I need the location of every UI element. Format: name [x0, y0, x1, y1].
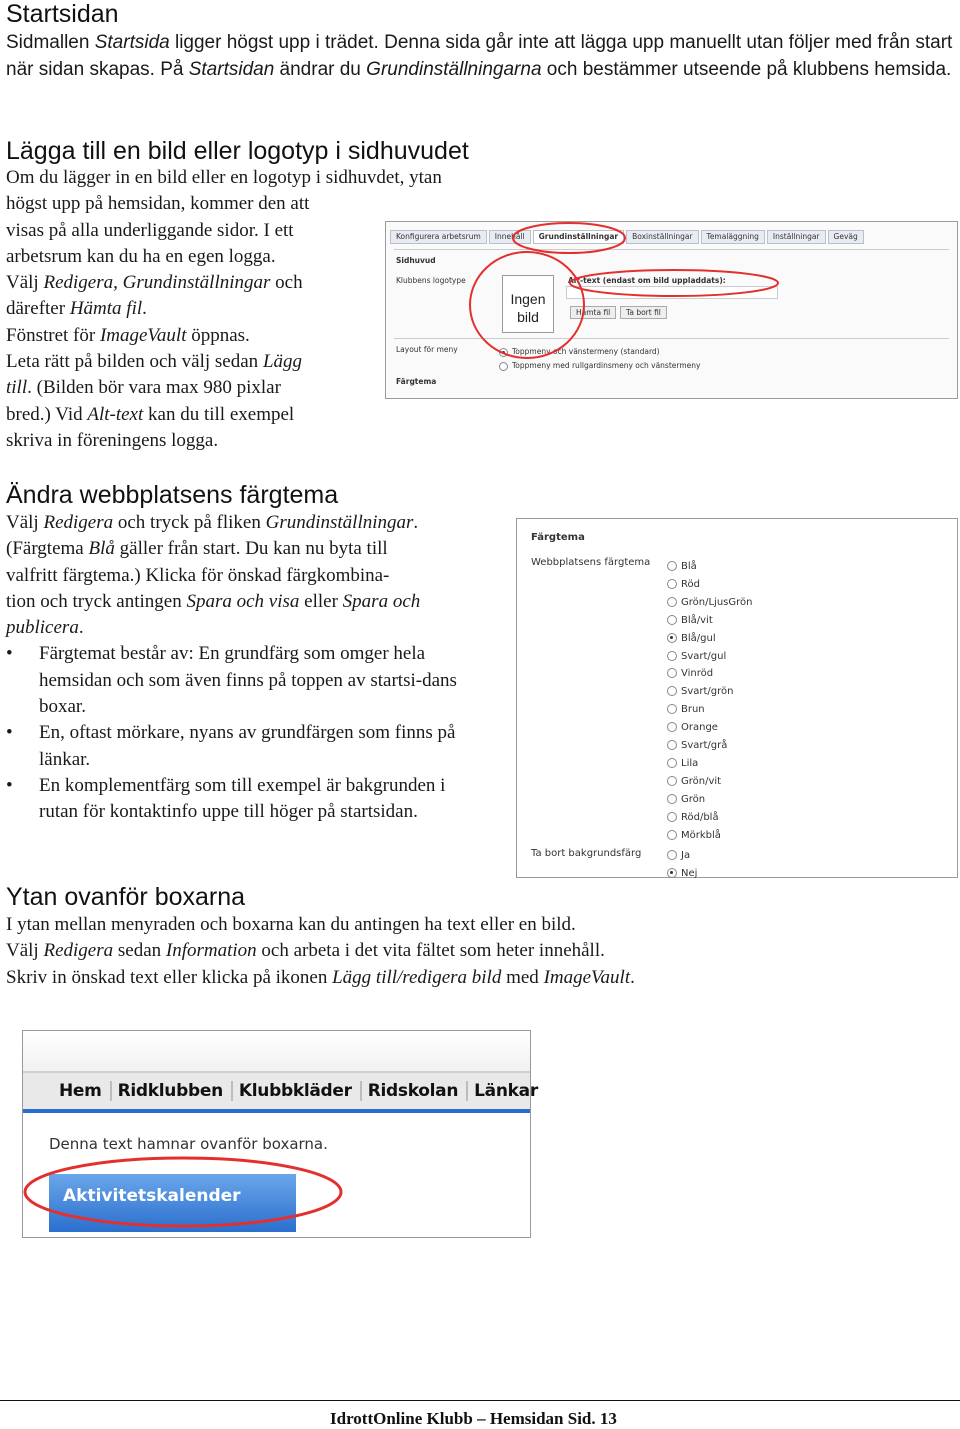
bullet-item: • En, oftast mörkare, nyans av grundfärgen som finns på länkar. [6, 720, 466, 773]
menu-option-dropdown[interactable]: Toppmeny med rullgardinsmeny och vänstermeny [499, 361, 700, 371]
radio-icon[interactable] [667, 740, 677, 750]
nav-item-hem[interactable]: Hem [59, 1081, 102, 1101]
radio-icon[interactable] [667, 579, 677, 589]
radio-icon[interactable] [667, 830, 677, 840]
above-boxes-text: Denna text hamnar ovanför boxarna. [49, 1135, 328, 1153]
nav-item-klubbklader[interactable]: Klubbkläder [231, 1081, 360, 1101]
page-footer: IdrottOnline Klubb – Hemsidan Sid. 13 [330, 1409, 617, 1428]
theme-option[interactable]: Svart/grå [667, 740, 727, 751]
radio-icon[interactable] [667, 722, 677, 732]
page-title: Startsidan [6, 0, 119, 28]
radio-icon[interactable] [667, 561, 677, 571]
remove-bg-label: Ta bort bakgrundsfärg [531, 848, 642, 859]
bullet-item: • En komplementfärg som till exempel är bakgrunden i rutan för kontaktinfo uppe till höger på startsidan. [6, 773, 466, 826]
theme-heading: Ändra webbplatsens färgtema [6, 481, 339, 509]
radio-icon[interactable] [667, 794, 677, 804]
radio-icon[interactable] [667, 686, 677, 696]
color-theme-label: Färgtema [396, 377, 437, 386]
radio-icon[interactable] [667, 651, 677, 661]
no-image-placeholder: Ingen bild [502, 275, 554, 333]
tab-scheduling[interactable]: Temaläggning [701, 230, 765, 244]
website-theme-label: Webbplatsens färgtema [531, 557, 651, 568]
alt-text-label: Alt-text (endast om bild uppladdats): [568, 276, 726, 285]
radio-icon[interactable] [667, 633, 677, 643]
theme-option[interactable]: Grön [667, 794, 705, 805]
theme-paragraph: Välj Redigera och tryck på fliken Grundinställningar. (Färgtema Blå gäller från start. Du kan nu byta till valfritt färgtema.) Klicka för önskad färgkombina- tion och tryck antingen Spara och visa eller Spara och publicera. • Färgtemat består av: En grundfärg som omger hela hemsidan och som även finns på toppen av startsi-dans boxar. • En, oftast mörkare, nyans av grundfärgen som finns på länkar. • En komplementfärg som till exempel är bakgrunden i rutan för kontaktinfo uppe till höger på startsidan. [6, 510, 506, 826]
color-theme-screenshot [516, 518, 958, 878]
website-preview-screenshot [22, 1030, 538, 1238]
footer-rule [0, 1400, 960, 1401]
nav-item-lankar[interactable]: Länkar [466, 1081, 546, 1101]
remove-bg-no[interactable]: Nej [667, 868, 697, 879]
radio-icon[interactable] [667, 704, 677, 714]
radio-icon[interactable] [667, 812, 677, 822]
theme-option[interactable]: Blå/vit [667, 615, 713, 626]
header-section-label: Sidhuvud [396, 256, 436, 265]
settings-screenshot [385, 221, 958, 399]
remove-bg-yes[interactable]: Ja [667, 850, 690, 861]
theme-option[interactable]: Grön/LjusGrön [667, 597, 752, 608]
radio-icon[interactable] [667, 668, 677, 678]
menu-option-standard[interactable]: Toppmeny och vänstermeny (standard) [499, 347, 660, 357]
theme-option[interactable]: Mörkblå [667, 830, 721, 841]
tab-basic-settings[interactable]: Grundinställningar [533, 230, 624, 244]
tab-configure[interactable]: Konfigurera arbetsrum [390, 230, 487, 244]
theme-option[interactable]: Svart/gul [667, 651, 726, 662]
theme-option[interactable]: Blå [667, 561, 697, 572]
color-theme-heading: Färgtema [531, 532, 585, 543]
radio-icon[interactable] [667, 776, 677, 786]
theme-option[interactable]: Grön/vit [667, 776, 721, 787]
radio-icon[interactable] [667, 758, 677, 768]
tab-other[interactable]: Geväg [828, 230, 864, 244]
theme-option[interactable]: Lila [667, 758, 698, 769]
theme-option[interactable]: Röd [667, 579, 700, 590]
logo-heading: Lägga till en bild eller logotyp i sidhuvudet [6, 137, 469, 165]
red-highlight-circle [23, 1031, 530, 1237]
nav-item-ridskolan[interactable]: Ridskolan [360, 1081, 466, 1101]
above-boxes-paragraph: I ytan mellan menyraden och boxarna kan du antingen ha text eller en bild. Välj Redigera sedan Information och arbeta i det vita fältet som heter innehåll. Skriv in önskad text eller klicka på ikonen Lägg till/redigera bild med ImageVault. [6, 914, 635, 988]
theme-option[interactable]: Orange [667, 722, 718, 733]
bullet-item: • Färgtemat består av: En grundfärg som omger hela hemsidan och som även finns på toppen av startsi-dans boxar. [6, 641, 466, 720]
logotype-label: Klubbens logotype [396, 276, 466, 285]
activity-calendar-box[interactable]: Aktivitetskalender [49, 1174, 296, 1232]
theme-option[interactable]: Brun [667, 704, 705, 715]
theme-option[interactable]: Svart/grön [667, 686, 734, 697]
red-highlight-circles [386, 222, 957, 398]
theme-option[interactable]: Röd/blå [667, 812, 719, 823]
nav-item-ridklubben[interactable]: Ridklubben [110, 1081, 231, 1101]
radio-icon[interactable] [667, 850, 677, 860]
above-boxes-heading: Ytan ovanför boxarna [6, 883, 246, 911]
tab-settings[interactable]: Inställningar [767, 230, 826, 244]
radio-icon[interactable] [667, 868, 677, 878]
menu-layout-label: Layout för meny [396, 345, 458, 354]
fetch-file-button[interactable]: Hämta fil [570, 306, 616, 319]
tab-content[interactable]: Innehåll [489, 230, 531, 244]
logo-paragraph: Om du lägger in en bild eller en logotyp i sidhuvdet, ytan högst upp på hemsidan, kommer den att visas på alla underliggande sidor. I ett arbetsrum kan du ha en egen logga. Välj Redigera, Grundinställningar och därefter Hämta fil. Fönstret för ImageVault öppnas. Leta rätt på bilden och välj sedan Lägg till. (Bilden bör vara max 980 pixlar bred.) Vid Alt-text kan du till exempel skriva in föreningens logga. [6, 167, 442, 451]
tab-box-settings[interactable]: Boxinställningar [626, 230, 698, 244]
radio-icon[interactable] [667, 615, 677, 625]
theme-option[interactable]: Blå/gul [667, 633, 716, 644]
intro-paragraph: Sidmallen Startsida ligger högst upp i trädet. Denna sida går inte att lägga upp manuellt utan följer med från start när sidan skapas. På Startsidan ändrar du Grundinställningarna och bestämmer utseende på klubbens hemsida. [6, 32, 953, 80]
remove-file-button[interactable]: Ta bort fil [620, 306, 667, 319]
radio-icon[interactable] [667, 597, 677, 607]
theme-option[interactable]: Vinröd [667, 668, 713, 679]
